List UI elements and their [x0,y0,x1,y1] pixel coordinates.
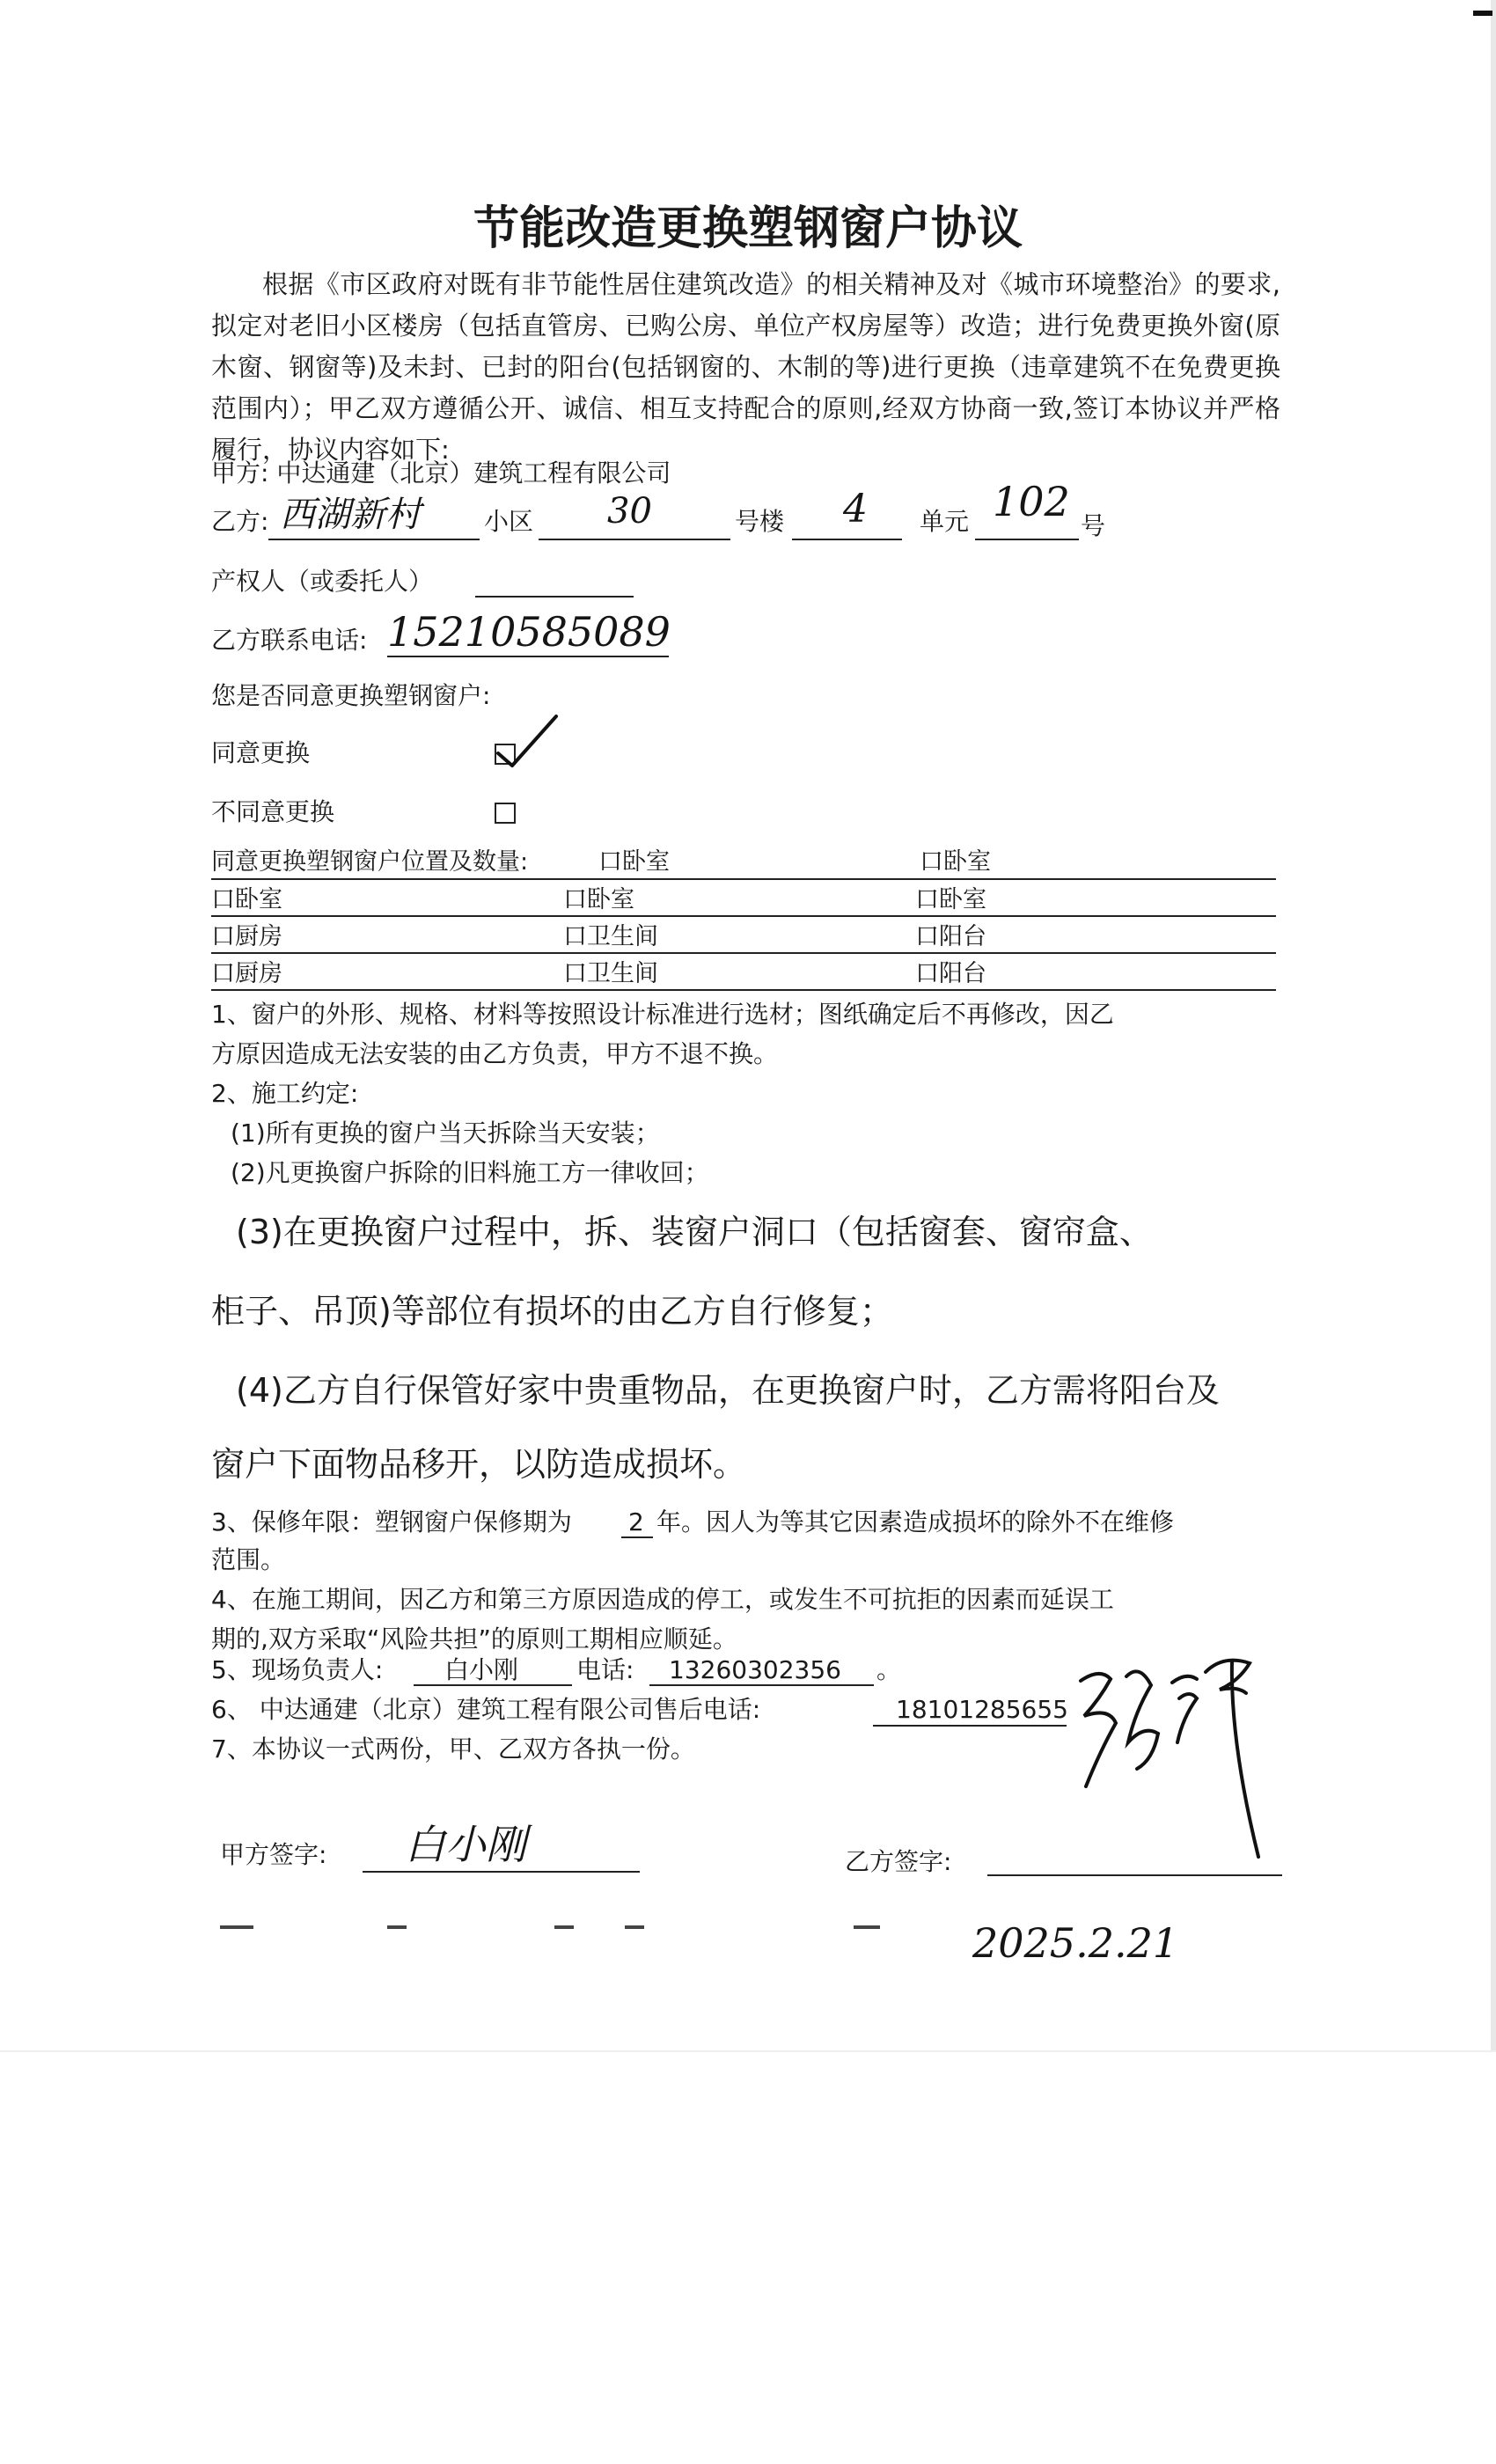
clause-3-suffix: 年。因人为等其它因素造成损坏的除外不在维修 [656,1507,1175,1536]
community-label: 小区 [484,507,534,536]
site-manager-phone: 13260302356 [669,1655,841,1684]
position-item: 口阳台 [915,960,986,987]
clause-7: 7、本协议一式两份，甲、乙双方各执一份。 [211,1734,695,1764]
warranty-years-underline [621,1536,653,1538]
clause-6-label: 6、 中达通建（北京）建筑工程有限公司售后电话: [211,1695,761,1724]
clause-2-item-2: (2)凡更换窗户拆除的旧料施工方一律收回； [231,1158,709,1187]
room-value: 102 [993,478,1070,525]
phone-value: 15210585089 [387,608,671,656]
after-sales-phone-underline [873,1725,1067,1727]
position-item: 口卧室 [598,848,670,876]
party-b-sign-label: 乙方签字: [845,1847,952,1876]
position-item: 口卧室 [915,886,986,913]
warranty-years: 2 [628,1507,644,1536]
clause-3-line-2: 范围。 [211,1545,286,1574]
scan-edge [1491,0,1496,2050]
clause-2-item-4-line-1: (4)乙方自行保管好家中贵重物品，在更换窗户时，乙方需将阳台及 [236,1371,1220,1410]
clause-5-label: 5、现场负责人: [211,1655,384,1684]
clause-1-line-2: 方原因造成无法安装的由乙方负责，甲方不退不换。 [211,1039,779,1068]
intro-text: 根据《市区政府对既有非节能性居住建筑改造》的相关精神及对《城市环境整治》的要求,拟定对老旧小区楼房（包括直管房、已购公房、单位产权房屋等）改造；进行免费更换外窗(原木窗、钢窗等)及未封、已封的阳台(包括钢窗的、木制的等)进行更换（违章建筑不在免费更换范围内）；甲乙双方遵循公开、诚信、相互支持配合的原则,经双方协商一致,签订本协议并严格履行，协议内容如下: [211,269,1280,465]
position-item: 口卧室 [920,848,991,876]
community-value: 西湖新村 [280,495,421,535]
clause-4-line-2: 期的,双方采取“风险共担”的原则工期相应顺延。 [211,1624,737,1654]
after-sales-phone: 18101285655 [896,1695,1068,1724]
room-label: 号 [1081,511,1106,540]
party-a-line: 甲方: 中达通建（北京）建筑工程有限公司 [211,458,671,488]
phone-label: 乙方联系电话: [211,626,368,655]
room-underline [975,539,1079,540]
handwritten-date: 2025.2.21 [972,1919,1179,1967]
disagree-label: 不同意更换 [211,797,335,826]
unit-label: 单元 [920,507,970,536]
clause-2-heading: 2、施工约定: [211,1079,359,1108]
agree-checkmark [493,711,563,773]
disagree-checkbox[interactable] [495,803,516,824]
building-underline [539,539,730,540]
party-a-sign-label: 甲方签字: [220,1840,327,1869]
clause-2-item-4-line-2: 窗户下面物品移开，以防造成损坏。 [211,1445,747,1484]
owner-label: 产权人（或委托人） [211,567,434,596]
building-label: 号楼 [735,507,785,536]
site-manager-underline [414,1684,572,1686]
clause-1-line-1: 1、窗户的外形、规格、材料等按照设计标准进行选材；图纸确定后不再修改，因乙 [211,1000,1114,1029]
position-item: 口厨房 [211,960,282,987]
positions-label: 同意更换塑钢窗户位置及数量: [211,848,529,876]
unit-value: 4 [843,487,868,532]
clause-3-prefix: 3、保修年限：塑钢窗户保修期为 [211,1507,572,1536]
position-item: 口厨房 [211,923,282,950]
owner-underline [475,596,634,598]
position-item: 口卫生间 [563,923,658,950]
consent-question: 您是否同意更换塑钢窗户: [211,681,491,710]
positions-row-line [211,878,1276,880]
scan-corner-mark [1473,11,1492,16]
clause-5-phone-label: 电话: [576,1655,634,1684]
party-b-label: 乙方: [211,507,269,536]
unit-underline [792,539,902,540]
position-item: 口卧室 [563,886,634,913]
position-item: 口卧室 [211,886,282,913]
clause-5-end: 。 [876,1655,902,1684]
positions-row-line [211,915,1276,917]
party-a-signature: 白小刚 [405,1821,526,1868]
community-underline [268,539,480,540]
document-title: 节能改造更换塑钢窗户协议 [473,202,1023,255]
intro-paragraph [211,264,1280,471]
building-value: 30 [607,491,652,532]
party-b-handwritten-signature [1074,1637,1285,1866]
party-a-sign-underline [363,1871,640,1873]
scan-bottom-edge [0,2050,1496,2052]
position-item: 口卫生间 [563,960,658,987]
positions-row-line [211,989,1276,991]
agree-label: 同意更换 [211,738,311,767]
clause-2-item-3-line-2: 柜子、吊顶)等部位有损坏的由乙方自行修复； [211,1292,893,1331]
clause-2-item-1: (1)所有更换的窗户当天拆除当天安装； [231,1118,660,1148]
party-b-sign-underline [987,1874,1282,1876]
clause-4-line-1: 4、在施工期间，因乙方和第三方原因造成的停工，或发生不可抗拒的因素而延误工 [211,1585,1114,1614]
site-manager-phone-underline [649,1684,874,1686]
site-manager-name: 白小刚 [444,1655,519,1684]
position-item: 口阳台 [915,923,986,950]
clause-2-item-3-line-1: (3)在更换窗户过程中，拆、装窗户洞口（包括窗套、窗帘盒、 [236,1213,1153,1251]
positions-row-line [211,952,1276,954]
